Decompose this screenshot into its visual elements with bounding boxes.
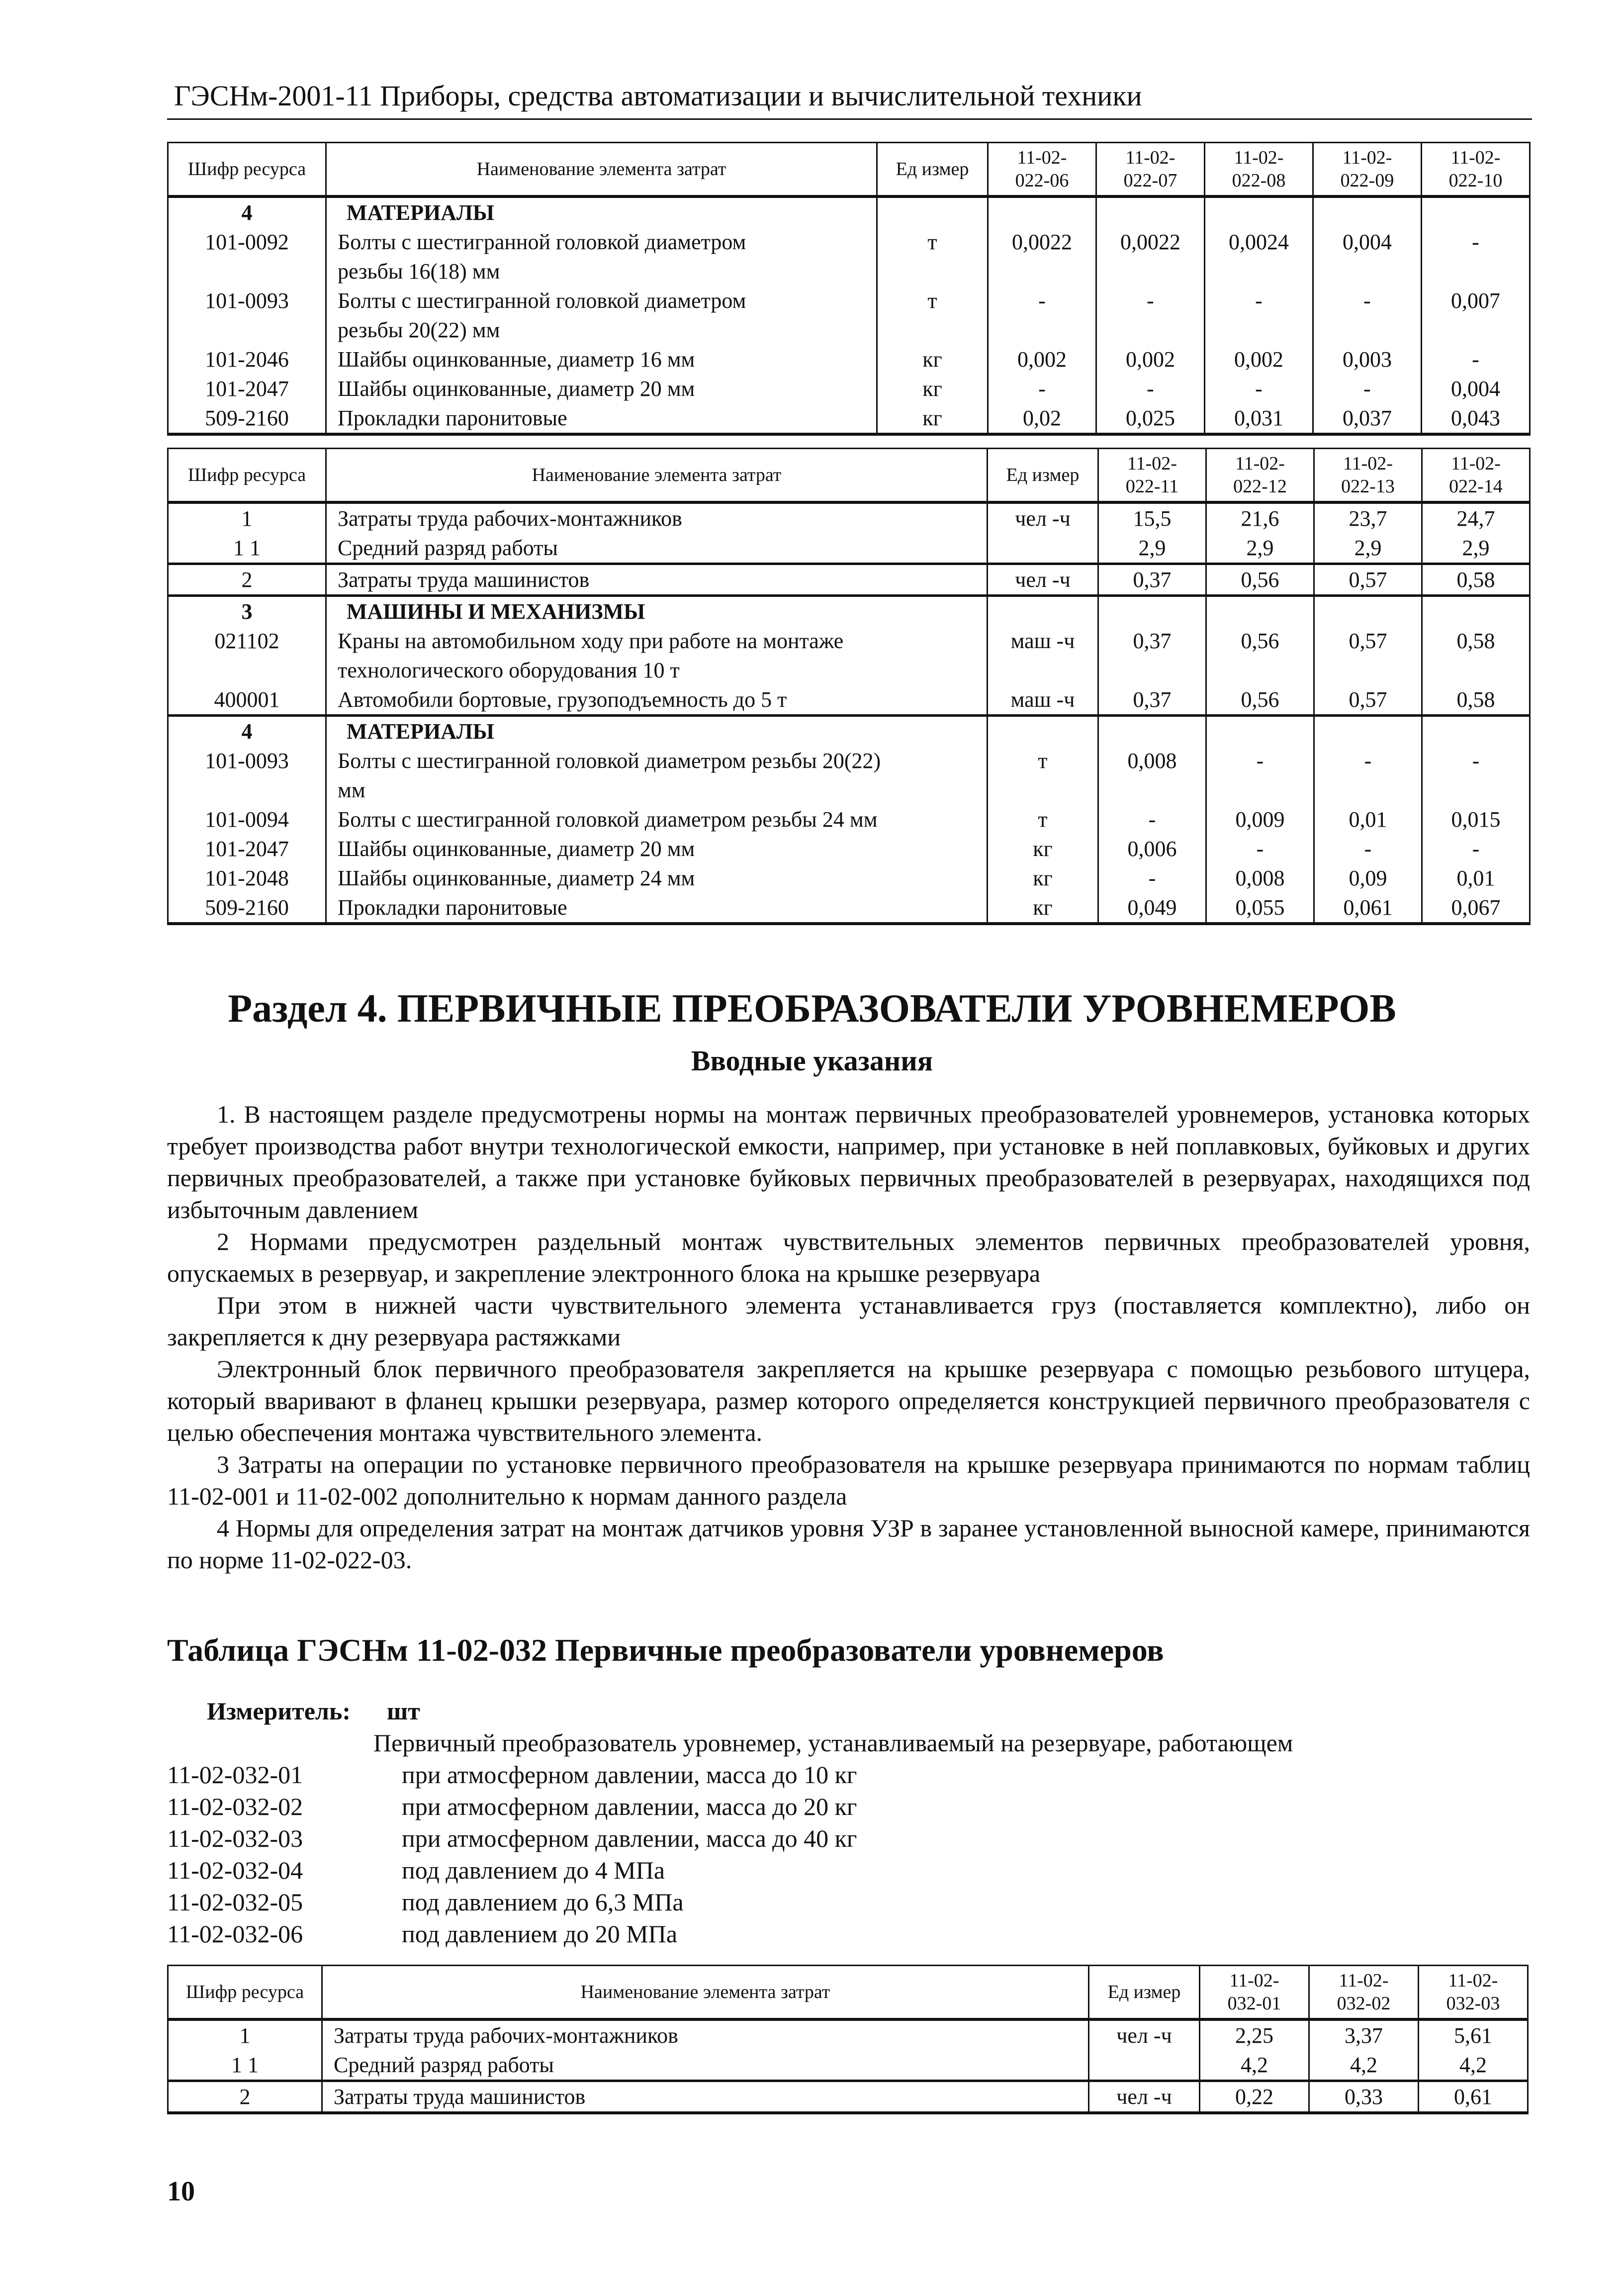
- resource-code: 400001: [168, 685, 326, 716]
- resource-code: 2: [168, 564, 326, 596]
- norm-value: 0,0024: [1205, 227, 1313, 286]
- norm-value: -: [1206, 834, 1314, 863]
- column-header: 11-02- 022-11: [1098, 449, 1206, 503]
- column-header: 11-02- 022-08: [1205, 143, 1313, 197]
- norm-value: -: [1422, 834, 1530, 863]
- norm-value: 0,067: [1422, 893, 1530, 924]
- column-header: 11-02- 032-01: [1200, 1966, 1309, 2020]
- measure-unit: [207, 1695, 1530, 1727]
- norm-value: 23,7: [1314, 502, 1422, 533]
- resource-code: 509-2160: [168, 403, 326, 434]
- norm-item: [167, 1854, 1530, 1886]
- norm-value: 0,57: [1314, 626, 1422, 685]
- norm-value: 2,9: [1206, 533, 1314, 564]
- cost-element-name: Средний разряд работы: [326, 533, 988, 564]
- unit: чел -ч: [988, 502, 1098, 533]
- column-header: Шифр ресурса: [168, 143, 326, 197]
- norm-value: 3,37: [1309, 2019, 1419, 2050]
- column-header: Наименование элемента затрат: [326, 143, 877, 197]
- table-row: [168, 626, 1530, 685]
- norm-value: -: [1205, 374, 1313, 403]
- norm-value: -: [1206, 746, 1314, 805]
- norm-value: 0,043: [1422, 403, 1530, 434]
- paragraph: 4 Нормы для определения затрат на монтаж датчиков уровня УЗР в заранее установленной выносной камере, принимаются по норме 11-02-022-03.: [167, 1514, 1530, 1574]
- column-header: 11-02- 022-12: [1206, 449, 1314, 503]
- norm-value: 0,01: [1422, 863, 1530, 893]
- unit: т: [988, 805, 1098, 834]
- empty-cell: [988, 716, 1098, 747]
- norm-value: 0,56: [1206, 685, 1314, 716]
- table-row: [168, 746, 1530, 805]
- norm-value: 0,004: [1422, 374, 1530, 403]
- norm-item: [167, 1822, 1530, 1854]
- table-row: [168, 2050, 1528, 2081]
- norm-value: -: [1098, 805, 1206, 834]
- header-row: [168, 449, 1530, 503]
- column-header: Наименование элемента затрат: [322, 1966, 1089, 2020]
- unit: кг: [988, 834, 1098, 863]
- column-header: Ед измер: [988, 449, 1098, 503]
- resource-code: 1 1: [168, 533, 326, 564]
- norm-item: [167, 1759, 1530, 1791]
- column-header: Шифр ресурса: [168, 1966, 322, 2020]
- norm-value: -: [1314, 746, 1422, 805]
- empty-cell: [988, 596, 1098, 627]
- norm-value: 0,055: [1206, 893, 1314, 924]
- empty-cell: [1314, 596, 1422, 627]
- empty-cell: [1098, 716, 1206, 747]
- unit: кг: [877, 403, 988, 434]
- resource-code: 4: [168, 196, 326, 227]
- column-header: 11-02- 022-10: [1422, 143, 1530, 197]
- norm-value: 0,003: [1313, 345, 1422, 374]
- table-row: [168, 685, 1530, 716]
- norm-value: 0,031: [1205, 403, 1313, 434]
- paragraph: 2 Нормами предусмотрен раздельный монтаж чувствительных элементов первичных преобразователей уровня, опускаемых в резервуар, и закрепление электронного блока на крышке резервуара: [167, 1228, 1530, 1287]
- column-header: Ед измер: [877, 143, 988, 197]
- column-header: Ед измер: [1089, 1966, 1200, 2020]
- norm-value: 0,008: [1206, 863, 1314, 893]
- norm-value: 4,2: [1200, 2050, 1309, 2081]
- norm-value: 0,006: [1098, 834, 1206, 863]
- resource-code: 101-2048: [168, 863, 326, 893]
- cost-element-name: Прокладки паронитовые: [326, 893, 988, 924]
- norm-value: 0,037: [1313, 403, 1422, 434]
- norm-value: 4,2: [1419, 2050, 1528, 2081]
- table-row: [168, 893, 1530, 924]
- norm-value: -: [1098, 863, 1206, 893]
- norm-code: 11-02-032-06: [167, 1920, 303, 1948]
- unit: маш -ч: [988, 685, 1098, 716]
- cost-element-name: Автомобили бортовые, грузоподъемность до 5 т: [326, 685, 988, 716]
- header-row: [168, 1966, 1528, 2020]
- norm-value: 0,008: [1098, 746, 1206, 805]
- norm-code: 11-02-032-04: [167, 1856, 303, 1884]
- norm-value: 0,09: [1314, 863, 1422, 893]
- norm-value: 0,37: [1098, 564, 1206, 596]
- norm-description: при атмосферном давлении, масса до 10 кг: [402, 1761, 857, 1789]
- norm-value: 2,9: [1098, 533, 1206, 564]
- cost-element-name: Шайбы оцинкованные, диаметр 20 мм: [326, 834, 988, 863]
- page-number: 10: [167, 2176, 195, 2207]
- norm-value: 0,22: [1200, 2081, 1309, 2113]
- table-row: [168, 834, 1530, 863]
- column-header: 11-02- 022-06: [988, 143, 1096, 197]
- unit: чел -ч: [1089, 2081, 1200, 2113]
- cost-element-name: Затраты труда рабочих-монтажников: [326, 502, 988, 533]
- norm-value: 0,58: [1422, 564, 1530, 596]
- table-row: [168, 502, 1530, 533]
- unit: кг: [988, 893, 1098, 924]
- cost-element-name: Болты с шестигранной головкой диаметром резьбы 16(18) мм: [326, 227, 877, 286]
- resource-code: 101-2047: [168, 834, 326, 863]
- section-subtitle: Вводные указания: [691, 1045, 933, 1077]
- norm-value: 0,0022: [988, 227, 1096, 286]
- resource-code: 101-0093: [168, 746, 326, 805]
- norm-value: 0,58: [1422, 626, 1530, 685]
- unit: кг: [877, 374, 988, 403]
- table-row: [168, 345, 1530, 374]
- resource-code: 021102: [168, 626, 326, 685]
- cost-element-name: Средний разряд работы: [322, 2050, 1089, 2081]
- table-row: [168, 805, 1530, 834]
- intro-instructions: [167, 1098, 1530, 1576]
- norm-description: при атмосферном давлении, масса до 20 кг: [402, 1793, 857, 1820]
- norm-value: 0,004: [1313, 227, 1422, 286]
- norm-value: -: [1422, 345, 1530, 374]
- measure-value: шт: [387, 1697, 420, 1725]
- cost-element-name: Затраты труда рабочих-монтажников: [322, 2019, 1089, 2050]
- norm-item: [167, 1918, 1530, 1950]
- cost-element-name: Затраты труда машинистов: [326, 564, 988, 596]
- norm-value: 0,61: [1419, 2081, 1528, 2113]
- unit: т: [988, 746, 1098, 805]
- norm-value: 5,61: [1419, 2019, 1528, 2050]
- norm-value: 0,57: [1314, 685, 1422, 716]
- norm-value: -: [1422, 227, 1530, 286]
- norm-value: 0,33: [1309, 2081, 1419, 2113]
- header-row: [168, 143, 1530, 197]
- empty-cell: [1206, 596, 1314, 627]
- norms-list: [167, 1759, 1530, 1950]
- column-header: Шифр ресурса: [168, 449, 326, 503]
- norm-value: -: [1096, 374, 1205, 403]
- cost-element-name: Болты с шестигранной головкой диаметром резьбы 24 мм: [326, 805, 988, 834]
- norm-value: 2,9: [1314, 533, 1422, 564]
- table-row: [168, 374, 1530, 403]
- section-header: МАТЕРИАЛЫ: [326, 196, 877, 227]
- table-title: Таблица ГЭСНм 11-02-032 Первичные преобразователи уровнемеров: [167, 1632, 1164, 1668]
- table-row: [168, 564, 1530, 596]
- section-title: Раздел 4. ПЕРВИЧНЫЕ ПРЕОБРАЗОВАТЕЛИ УРОВНЕМЕРОВ: [228, 987, 1396, 1031]
- unit: кг: [877, 345, 988, 374]
- empty-cell: [1313, 196, 1422, 227]
- table-row: [168, 227, 1530, 286]
- norm-code: 11-02-032-01: [167, 1761, 303, 1789]
- norm-value: 0,58: [1422, 685, 1530, 716]
- unit: [1089, 2050, 1200, 2081]
- norm-value: -: [1096, 286, 1205, 345]
- norm-description: под давлением до 4 МПа: [402, 1856, 665, 1884]
- measure-label: Измеритель:: [207, 1697, 351, 1725]
- cost-element-name: Затраты труда машинистов: [322, 2081, 1089, 2113]
- running-header: ГЭСНм-2001-11 Приборы, средства автоматизации и вычислительной техники: [174, 80, 1142, 112]
- empty-cell: [1096, 196, 1205, 227]
- norm-value: -: [1313, 374, 1422, 403]
- empty-cell: [1206, 716, 1314, 747]
- norm-value: 0,007: [1422, 286, 1530, 345]
- norm-value: 0,025: [1096, 403, 1205, 434]
- unit: чел -ч: [988, 564, 1098, 596]
- unit: т: [877, 286, 988, 345]
- norms-intro: Первичный преобразователь уровнемер, устанавливаемый на резервуаре, работающем: [373, 1729, 1293, 1757]
- column-header: 11-02- 032-02: [1309, 1966, 1419, 2020]
- norm-value: 0,061: [1314, 893, 1422, 924]
- paragraph: Электронный блок первичного преобразователя закрепляется на крышке резервуара с помощью резьбового штуцера, который вваривают в фланец крышки резервуара, размер которого определяется конструкцией первичного преобразователя с целью обеспечения монтажа чувствительного элемента.: [167, 1355, 1530, 1446]
- column-header: 11-02- 022-09: [1313, 143, 1422, 197]
- norm-code: 11-02-032-03: [167, 1824, 303, 1852]
- empty-cell: [1422, 196, 1530, 227]
- norm-value: 0,56: [1206, 564, 1314, 596]
- resource-code: 1 1: [168, 2050, 322, 2081]
- resource-code: 101-0094: [168, 805, 326, 834]
- norm-code: 11-02-032-05: [167, 1888, 303, 1916]
- resource-table-032: [167, 1965, 1529, 2114]
- norm-value: -: [988, 286, 1096, 345]
- resource-code: 101-0093: [168, 286, 326, 345]
- norm-value: 0,02: [988, 403, 1096, 434]
- norm-value: 0,37: [1098, 685, 1206, 716]
- unit: кг: [988, 863, 1098, 893]
- empty-cell: [1314, 716, 1422, 747]
- norm-value: 2,9: [1422, 533, 1530, 564]
- table-row: [168, 533, 1530, 564]
- norm-value: 0,57: [1314, 564, 1422, 596]
- norm-value: 0,015: [1422, 805, 1530, 834]
- column-header: 11-02- 022-07: [1096, 143, 1205, 197]
- unit: [988, 533, 1098, 564]
- cost-element-name: Болты с шестигранной головкой диаметром резьбы 20(22) мм: [326, 286, 877, 345]
- empty-cell: [1098, 596, 1206, 627]
- table-row: [168, 716, 1530, 747]
- norm-item: [167, 1886, 1530, 1918]
- norm-value: 0,56: [1206, 626, 1314, 685]
- paragraph: 1. В настоящем разделе предусмотрены нормы на монтаж первичных преобразователей уровнемеров, установка которых требует производства работ внутри технологической емкости, например, при установке в ней поплавковых, буйковых и других первичных преобразователей, а также при установке буйковых первичных преобразователей в резервуарах, находящихся под избыточным давлением: [167, 1100, 1530, 1224]
- norm-value: 0,002: [1096, 345, 1205, 374]
- norm-description: под давлением до 6,3 МПа: [402, 1888, 684, 1916]
- table-row: [168, 863, 1530, 893]
- resource-code: 509-2160: [168, 893, 326, 924]
- norm-value: 0,37: [1098, 626, 1206, 685]
- resource-table-022-06-10: [167, 142, 1531, 436]
- norm-value: -: [988, 374, 1096, 403]
- empty-cell: [1422, 716, 1530, 747]
- column-header: Наименование элемента затрат: [326, 449, 988, 503]
- resource-code: 4: [168, 716, 326, 747]
- cost-element-name: Шайбы оцинкованные, диаметр 16 мм: [326, 345, 877, 374]
- unit: т: [877, 227, 988, 286]
- table-row: [168, 2081, 1528, 2113]
- empty-cell: [988, 196, 1096, 227]
- norm-value: 24,7: [1422, 502, 1530, 533]
- norm-code: 11-02-032-02: [167, 1793, 303, 1820]
- norm-value: 0,009: [1206, 805, 1314, 834]
- paragraph: 3 Затраты на операции по установке первичного преобразователя на крышке резервуара принимаются по нормам таблиц 11-02-001 и 11-02-002 дополнительно к нормам данного раздела: [167, 1450, 1530, 1510]
- norm-value: 0,049: [1098, 893, 1206, 924]
- section-header: МАШИНЫ И МЕХАНИЗМЫ: [326, 596, 988, 627]
- table-row: [168, 196, 1530, 227]
- norm-value: -: [1313, 286, 1422, 345]
- resource-code: 101-0092: [168, 227, 326, 286]
- cost-element-name: Шайбы оцинкованные, диаметр 24 мм: [326, 863, 988, 893]
- resource-code: 101-2046: [168, 345, 326, 374]
- section-header: МАТЕРИАЛЫ: [326, 716, 988, 747]
- norm-value: 2,25: [1200, 2019, 1309, 2050]
- paragraph: При этом в нижней части чувствительного элемента устанавливается груз (поставляется комплектно), либо он закрепляется к дну резервуара растяжками: [167, 1291, 1530, 1351]
- resource-code: 2: [168, 2081, 322, 2113]
- empty-cell: [1205, 196, 1313, 227]
- unit: маш -ч: [988, 626, 1098, 685]
- norm-value: -: [1314, 834, 1422, 863]
- table-row: [168, 286, 1530, 345]
- norm-item: [167, 1791, 1530, 1822]
- resource-code: 1: [168, 502, 326, 533]
- norm-value: 4,2: [1309, 2050, 1419, 2081]
- table-row: [168, 596, 1530, 627]
- norm-value: -: [1422, 746, 1530, 805]
- table-row: [168, 403, 1530, 434]
- norm-value: 0,0022: [1096, 227, 1205, 286]
- column-header: 11-02- 022-14: [1422, 449, 1530, 503]
- cost-element-name: Краны на автомобильном ходу при работе на монтаже технологического оборудования 10 т: [326, 626, 988, 685]
- norm-description: при атмосферном давлении, масса до 40 кг: [402, 1824, 857, 1852]
- column-header: 11-02- 032-03: [1419, 1966, 1528, 2020]
- cost-element-name: Шайбы оцинкованные, диаметр 20 мм: [326, 374, 877, 403]
- cost-element-name: Прокладки паронитовые: [326, 403, 877, 434]
- column-header: 11-02- 022-13: [1314, 449, 1422, 503]
- header-divider: [167, 118, 1532, 120]
- unit: чел -ч: [1089, 2019, 1200, 2050]
- norm-description: под давлением до 20 МПа: [402, 1920, 678, 1948]
- norm-value: 0,002: [1205, 345, 1313, 374]
- empty-cell: [1422, 596, 1530, 627]
- resource-code: 3: [168, 596, 326, 627]
- norm-value: 21,6: [1206, 502, 1314, 533]
- norm-value: -: [1205, 286, 1313, 345]
- norm-value: 0,01: [1314, 805, 1422, 834]
- resource-code: 1: [168, 2019, 322, 2050]
- cost-element-name: Болты с шестигранной головкой диаметром резьбы 20(22) мм: [326, 746, 988, 805]
- table-row: [168, 2019, 1528, 2050]
- resource-code: 101-2047: [168, 374, 326, 403]
- norm-value: 15,5: [1098, 502, 1206, 533]
- resource-table-022-11-14: [167, 448, 1531, 925]
- empty-cell: [877, 196, 988, 227]
- norm-value: 0,002: [988, 345, 1096, 374]
